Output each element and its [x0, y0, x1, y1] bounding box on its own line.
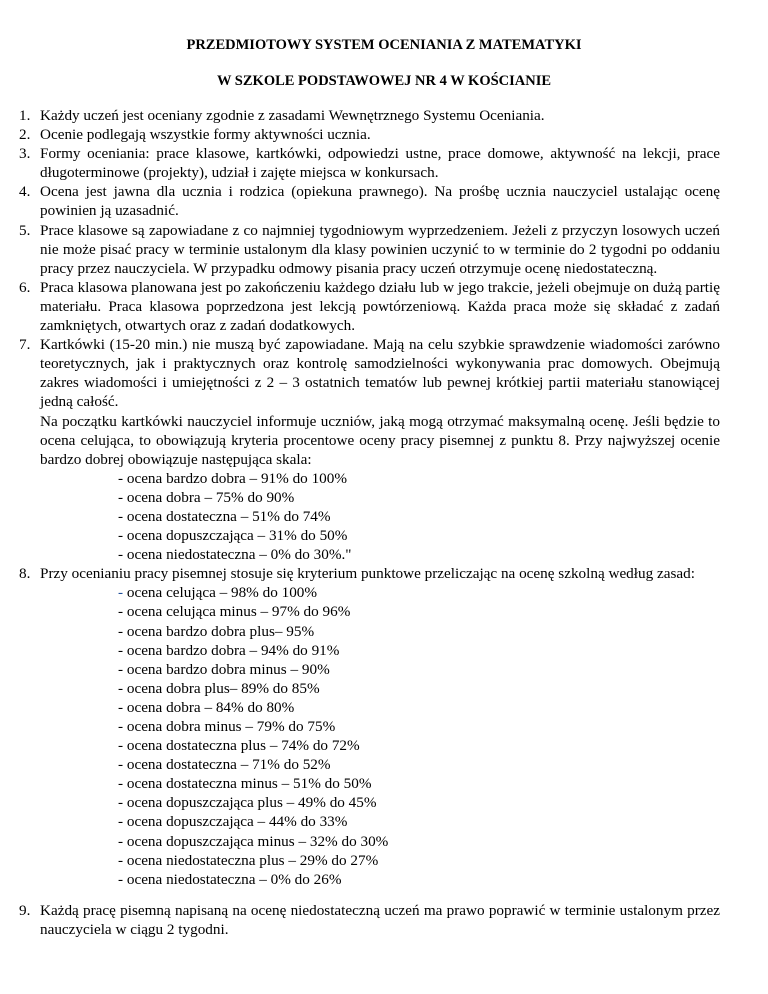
scale-entry: ocena dostateczna – 51% do 74%: [126, 507, 331, 525]
item-number: 6.: [19, 278, 31, 296]
scale-entry: ocena bardzo dobra minus – 90%: [126, 660, 330, 678]
scale-entry: ocena celująca minus – 97% do 96%: [126, 603, 351, 621]
scale-row: [118, 641, 720, 660]
list-item: [19, 335, 720, 564]
item-text: Ocenie podlegają wszystkie formy aktywności ucznia.: [40, 126, 371, 144]
scale-entry: ocena dostateczna – 71% do 52%: [126, 756, 331, 774]
dash-bullet: -: [118, 469, 127, 487]
item-number: 3.: [19, 145, 31, 163]
scale-row: [118, 545, 720, 564]
scale-entry: ocena dobra minus – 79% do 75%: [126, 718, 336, 735]
scale-row: [118, 698, 720, 717]
dash-bullet: -: [118, 870, 127, 888]
item-text: Kartkówki (15-20 min.) nie muszą być zapowiadane. Mają na celu szybkie sprawdzenie wiadomości zarówno teoretycznych, jak i praktycznych oraz kontrolę samodzielności wykonywania prac domowych. Obejmują zakres wiadomości i umiejętności z 2 – 3 ostatnich tematów lub pewnej krótkiej partii materiału stanowiącej jedną całość.: [40, 336, 720, 411]
list-item: [19, 901, 720, 939]
item-number: 1.: [19, 107, 31, 124]
item-text: Każdą pracę pisemną napisaną na ocenę niedostateczną uczeń ma prawo poprawić w terminie ustalonym przez nauczyciela w ciągu 2 tygodni.: [40, 901, 720, 938]
item-text: Ocena jest jawna dla ucznia i rodzica (opiekuna prawnego). Na prośbę ucznia nauczyciel ustalając ocenę powinien ją uzasadnić.: [40, 183, 720, 220]
item-number: 9.: [19, 901, 31, 919]
dash-bullet: -: [118, 756, 127, 774]
item-number: 2.: [19, 126, 31, 144]
item-text: Prace klasowe są zapowiadane z co najmniej tygodniowym wyprzedzeniem. Jeżeli z przyczyn losowych uczeń nie może pisać pracy w terminie ustalonym dla klasy powinien uczynić to w terminie do 2 tygodni po oddaniu pracy przez nauczyciela. W przypadku odmowy pisania pracy uczeń otrzymuje ocenę niedostateczną.: [40, 221, 720, 277]
scale-row: [118, 622, 720, 641]
dash-bullet: -: [118, 641, 127, 659]
scale-row: [118, 793, 720, 812]
list-item: [19, 221, 720, 278]
scale-entry: ocena dobra plus– 89% do 85%: [126, 679, 320, 697]
document-title: PRZEDMIOTOWY SYSTEM OCENIANIA Z MATEMATYKI: [186, 37, 582, 53]
scale-row: [118, 488, 720, 507]
list-item: [19, 278, 720, 335]
rules-list: [0, 106, 720, 939]
dash-bullet: -: [118, 851, 127, 869]
dash-bullet: -: [118, 832, 127, 850]
grading-scale: [40, 583, 720, 889]
dash-bullet: -: [118, 488, 127, 506]
list-item: [19, 106, 720, 125]
scale-entry: ocena dostateczna plus – 74% do 72%: [126, 737, 360, 755]
scale-entry: ocena dostateczna minus – 51% do 50%: [126, 775, 372, 793]
item-text: Przy ocenianiu pracy pisemnej stosuje się kryterium punktowe przeliczając na ocenę szkolną według zasad:: [40, 565, 695, 583]
scale-row: [118, 507, 720, 526]
item-text: Każdy uczeń jest oceniany zgodnie z zasadami Wewnętrznego Systemu Oceniania.: [40, 107, 545, 124]
scale-row: [118, 679, 720, 698]
dash-bullet: -: [118, 698, 127, 716]
item-text-paragraph: Na początku kartkówki nauczyciel informuje uczniów, jaką mogą otrzymać maksymalną ocenę. Jeśli będzie to ocena celująca, to obowiązują kryteria procentowe oceny pracy pisemnej z punktu 8. Przy najwyższej ocenie bardzo dobrej obowiązuje następująca skala:: [40, 412, 720, 468]
list-item: [19, 125, 720, 144]
list-item: [19, 564, 720, 889]
document-subtitle: W SZKOLE PODSTAWOWEJ NR 4 W KOŚCIANIE: [216, 73, 552, 89]
scale-entry: ocena bardzo dobra plus– 95%: [126, 622, 315, 640]
dash-bullet: -: [118, 622, 127, 640]
scale-row: [118, 717, 720, 736]
dash-bullet: -: [118, 813, 127, 831]
scale-row: [118, 851, 720, 870]
dash-bullet: -: [118, 546, 127, 564]
dash-bullet: -: [118, 679, 127, 697]
dash-bullet: -: [118, 603, 127, 621]
scale-row: [118, 602, 720, 621]
scale-entry: ocena dopuszczająca minus – 32% do 30%: [126, 832, 389, 850]
scale-row: [118, 755, 720, 774]
grading-scale: [40, 469, 720, 564]
item-text: Formy oceniania: prace klasowe, kartkówki, odpowiedzi ustne, prace domowe, aktywność na lekcji, prace długoterminowe (projekty), udział i zajęte miejsca w konkursach.: [40, 145, 720, 182]
dash-bullet: -: [118, 527, 127, 545]
list-item: [19, 182, 720, 220]
scale-row: [118, 736, 720, 755]
item-number: 4.: [19, 183, 31, 201]
scale-entry: ocena bardzo dobra – 94% do 91%: [126, 641, 340, 659]
scale-row: [118, 583, 720, 602]
scale-entry: ocena celująca – 98% do 100%: [126, 584, 318, 602]
scale-entry: ocena dopuszczająca – 31% do 50%: [126, 527, 348, 545]
scale-entry: ocena dopuszczająca – 44% do 33%: [126, 813, 348, 831]
dash-bullet: -: [118, 775, 127, 793]
dash-bullet: -: [118, 737, 127, 755]
scale-row: [118, 660, 720, 679]
item-number: 5.: [19, 221, 31, 239]
scale-row: [118, 526, 720, 545]
scale-entry: ocena niedostateczna – 0% do 30%.": [126, 546, 352, 564]
item-text: Praca klasowa planowana jest po zakończeniu każdego działu lub w jego trakcie, jeżeli obejmuje on dużą partię materiału. Praca klasowa poprzedzona jest lekcją powtórzeniową. Każda praca może się składać z zadań zamkniętych, otwartych oraz z zadań dodatkowych.: [40, 278, 720, 335]
scale-row: [118, 469, 720, 488]
scale-row: [118, 774, 720, 793]
scale-entry: ocena niedostateczna – 0% do 26%: [126, 870, 342, 888]
item-number: 7.: [19, 336, 31, 354]
scale-entry: ocena bardzo dobra – 91% do 100%: [126, 469, 348, 487]
dash-bullet: -: [118, 507, 127, 525]
scale-entry: ocena dobra – 84% do 80%: [126, 698, 295, 716]
dash-bullet: -: [118, 718, 127, 735]
scale-row: [118, 870, 720, 889]
scale-row: [118, 832, 720, 851]
item-number: 8.: [19, 565, 31, 583]
scale-row: [118, 812, 720, 831]
scale-entry: ocena dopuszczająca plus – 49% do 45%: [126, 794, 377, 812]
dash-bullet: -: [118, 660, 127, 678]
scale-entry: ocena dobra – 75% do 90%: [126, 488, 295, 506]
dash-bullet: -: [118, 584, 127, 602]
scale-entry: ocena niedostateczna plus – 29% do 27%: [126, 851, 379, 869]
list-item: [19, 144, 720, 182]
dash-bullet: -: [118, 794, 127, 812]
